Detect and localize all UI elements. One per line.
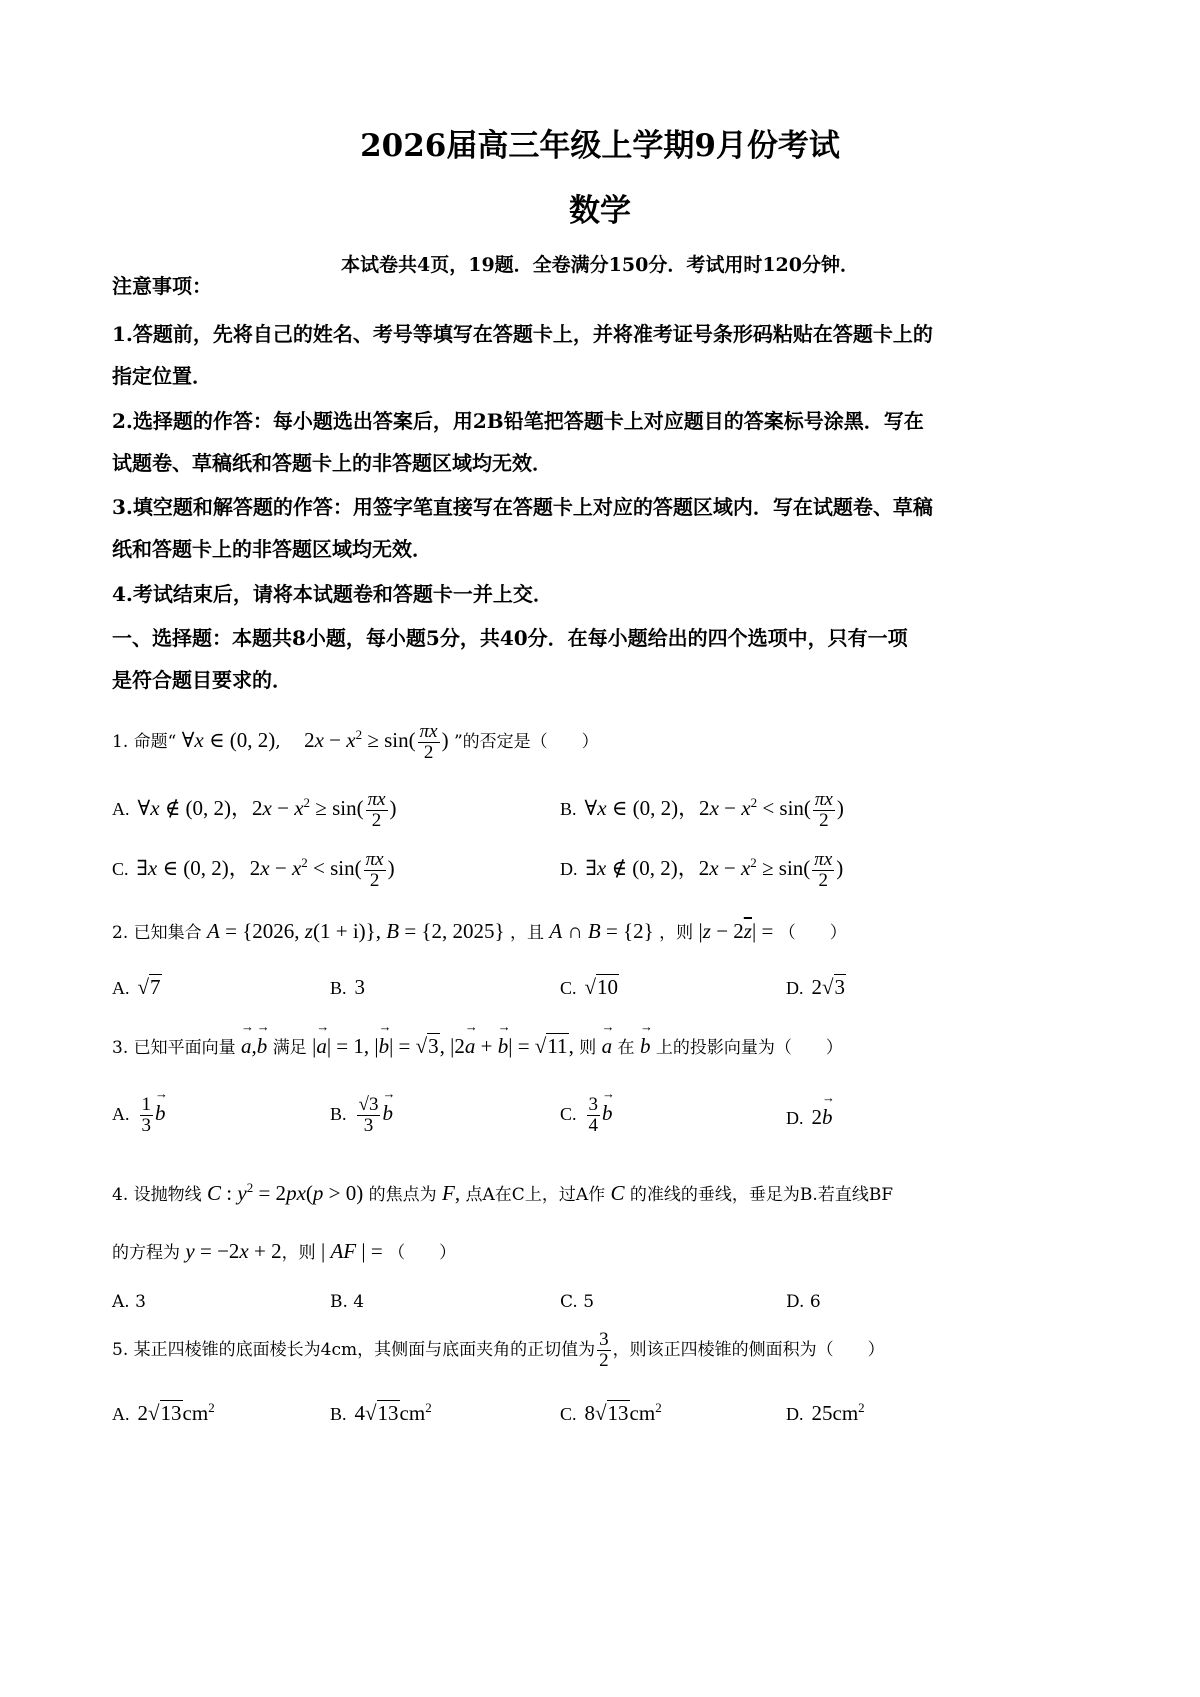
q5-option-b: B. $4√13cm^2$ bbox=[330, 1400, 432, 1425]
exam-title: 2026届高三年级上学期9月份考试 bbox=[360, 128, 840, 164]
q2-option-a: A. √7 bbox=[112, 975, 161, 999]
q4-option-d: D. 6 bbox=[786, 1292, 821, 1312]
q3-option-c: C. $\frac{3}{4}$ → b bbox=[560, 1095, 613, 1136]
q5-option-c: C. $8√13cm^2$ bbox=[560, 1400, 662, 1425]
question-3: 3. 已知平面向量 → a,→ b 满足 |→ a| = 1, |→ b| = √3, |2→ a + → b| = √11, 则 → a 在 → b 上的投影向量为（ ） bbox=[112, 1033, 843, 1059]
notice-item-2a: 2.选择题的作答：每小题选出答案后，用2B铅笔把答题卡上对应题目的答案标号涂黑．写在 bbox=[112, 409, 924, 433]
question-2: 2. 已知集合 A = {2026, z(1 + i)}, B = {2, 2025} ，且 A ∩ B = {2} ，则 $|z - 2\overline{z}|$ = （ ） bbox=[112, 919, 847, 943]
notice-item-3b: 纸和答题卡上的非答题区域均无效． bbox=[112, 537, 432, 561]
exam-info: 本试卷共4页，19题．全卷满分150分．考试用时120分钟． bbox=[341, 254, 859, 276]
q4-option-c: C. 5 bbox=[560, 1292, 595, 1312]
q5-option-d: D. $25cm^2$ bbox=[786, 1400, 865, 1425]
q2-option-d: D. 2√3 bbox=[786, 975, 846, 999]
notice-item-2b: 试题卷、草稿纸和答题卡上的非答题区域均无效． bbox=[112, 451, 552, 475]
subject-title: 数学 bbox=[569, 193, 631, 229]
q4-option-b: B. 4 bbox=[330, 1292, 365, 1312]
section-heading-2: 是符合题目要求的． bbox=[112, 668, 292, 692]
q1-option-d: D. ∃x ∉ (0, 2)，$2x - x^2 \ge \sin$( $\frac{\pi x}{2}$ ) bbox=[560, 849, 844, 891]
q3-option-d: D. 2→ b bbox=[786, 1105, 833, 1130]
notice-heading: 注意事项： bbox=[112, 274, 212, 298]
question-4-line-1: 4. 设抛物线 C : $y^2 = 2px(p > 0)$ 的焦点为 F, 点A在C上，过A作 C 的准线的垂线，垂足为B.若直线BF bbox=[112, 1180, 894, 1205]
q3-option-a: A. $\frac{1}{3}$ → b bbox=[112, 1095, 166, 1136]
q1-suffix: ”的否定是（ ） bbox=[453, 731, 599, 752]
notice-item-1a: 1.答题前，先将自己的姓名、考号等填写在答题卡上，并将准考证号条形码粘贴在答题卡上的 bbox=[112, 322, 933, 346]
q2-option-b: B. 3 bbox=[330, 975, 366, 999]
notice-item-1b: 指定位置． bbox=[112, 364, 212, 388]
question-5: 5. 某正四棱锥的底面棱长为4cm，其侧面与底面夹角的正切值为 $\frac{3}{2}$ ，则该正四棱锥的侧面积为（ ） bbox=[112, 1329, 885, 1371]
q1-option-c: C. ∃x ∈ (0, 2)，$2x - x^2 < \sin$( $\frac{\pi x}{2}$ ) bbox=[112, 849, 395, 891]
q4-option-a: A. 3 bbox=[112, 1292, 146, 1312]
q3-option-b: B. $\frac{√3}{3}$ → b bbox=[330, 1095, 393, 1136]
question-1: 1. 命题“ ∀x ∈ (0, 2), $2x - x^2 \ge \sin$( $\frac{\pi x}{2}$ ) ”的否定是（ ） bbox=[112, 721, 599, 763]
q5-option-a: A. $2√13cm^2$ bbox=[112, 1400, 215, 1425]
section-heading-1: 一、选择题：本题共8小题，每小题5分，共40分．在每小题给出的四个选项中，只有一项 bbox=[112, 626, 908, 650]
q1-option-a: A. ∀x ∉ (0, 2)，$2x - x^2 \ge \sin$( $\frac{\pi x}{2}$ ) bbox=[112, 789, 397, 831]
q1-prefix: 1. 命题“ bbox=[112, 731, 177, 752]
question-4-line-2: 的方程为 y = −2x + 2，则 | AF | = （ ） bbox=[112, 1239, 457, 1263]
notice-item-3a: 3.填空题和解答题的作答：用签字笔直接写在答题卡上对应的答题区域内．写在试题卷、草稿 bbox=[112, 495, 933, 519]
q1-option-b: B. ∀x ∈ (0, 2)，$2x - x^2 < \sin$( $\frac{\pi x}{2}$ ) bbox=[560, 789, 844, 831]
notice-item-4: 4.考试结束后，请将本试题卷和答题卡一并上交． bbox=[112, 582, 553, 606]
q2-option-c: C. √10 bbox=[560, 975, 619, 999]
